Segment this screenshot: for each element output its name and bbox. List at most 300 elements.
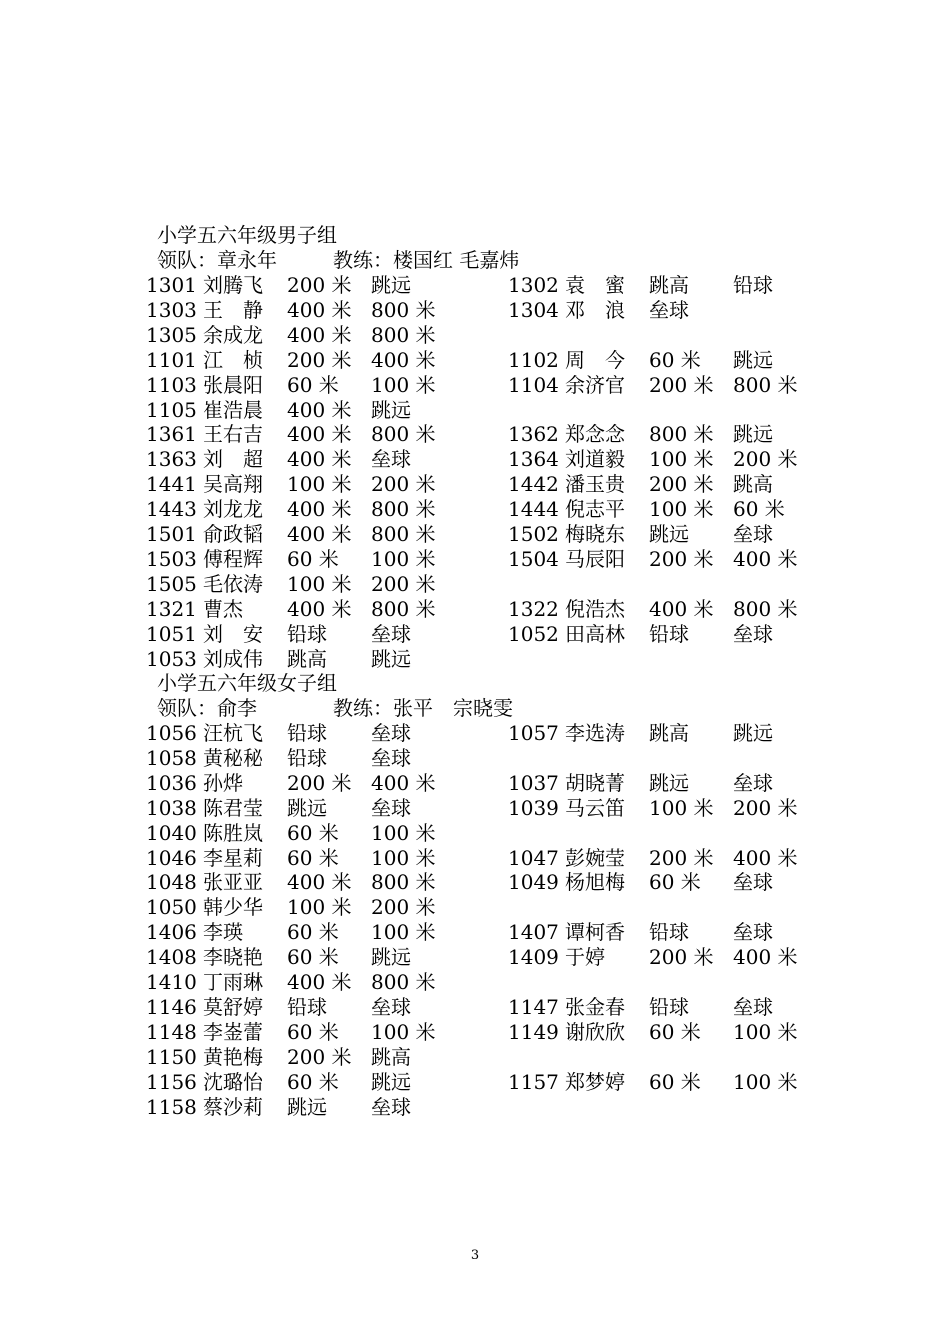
event-1: 200 米 <box>649 845 714 870</box>
athlete-entry <box>146 895 506 920</box>
athlete-id: 1443 <box>146 497 197 522</box>
athlete-name: 丁雨琳 <box>203 970 263 994</box>
athlete-id: 1321 <box>146 596 197 621</box>
event-2: 800 米 <box>371 596 436 621</box>
athlete-entry <box>146 298 506 323</box>
roster-row <box>0 1070 950 1095</box>
athlete-id: 1102 <box>508 347 559 372</box>
athlete-id: 1407 <box>508 920 559 945</box>
athlete-entry <box>146 995 506 1020</box>
athlete-entry <box>508 497 868 522</box>
team-coach: 教练：楼国红 毛嘉炜 <box>333 248 520 272</box>
event-1: 60 米 <box>287 945 339 970</box>
group-header <box>157 671 513 721</box>
athlete-id: 1147 <box>508 994 559 1019</box>
athlete-name: 刘腾飞 <box>203 273 263 297</box>
athlete-id: 1047 <box>508 845 559 870</box>
event-1: 400 米 <box>287 497 352 522</box>
athlete-id: 1146 <box>146 994 197 1019</box>
athlete-id: 1156 <box>146 1069 197 1094</box>
athlete-id: 1052 <box>508 621 559 646</box>
event-2: 垒球 <box>733 621 773 646</box>
athlete-name: 胡晓菁 <box>565 770 625 795</box>
athlete-entry <box>146 796 506 821</box>
athlete-name: 李选涛 <box>565 721 625 745</box>
event-1: 60 米 <box>287 1069 339 1094</box>
athlete-name: 杨旭梅 <box>565 870 625 895</box>
event-2: 800 米 <box>371 322 436 347</box>
event-2: 垒球 <box>371 795 411 820</box>
event-2: 400 米 <box>733 945 798 970</box>
roster-row <box>0 647 950 672</box>
event-1: 跳远 <box>287 1094 327 1119</box>
athlete-id: 1057 <box>508 721 559 745</box>
athlete-id: 1101 <box>146 347 197 372</box>
athlete-entry <box>508 771 868 796</box>
event-2: 800 米 <box>371 297 436 322</box>
event-1: 跳高 <box>649 721 689 745</box>
athlete-id: 1303 <box>146 297 197 322</box>
athlete-id: 1363 <box>146 447 197 472</box>
athlete-entry <box>508 796 868 821</box>
event-2: 200 米 <box>733 447 798 472</box>
athlete-id: 1441 <box>146 472 197 497</box>
athlete-entry <box>146 597 506 622</box>
athlete-name: 莫舒婷 <box>203 994 263 1019</box>
athlete-id: 1046 <box>146 845 197 870</box>
event-1: 800 米 <box>649 422 714 447</box>
event-2: 400 米 <box>371 770 436 795</box>
athlete-name: 吴高翔 <box>203 472 263 497</box>
athlete-name: 郑念念 <box>565 422 625 447</box>
athlete-id: 1504 <box>508 546 559 571</box>
roster-row <box>0 472 950 497</box>
event-2: 跳远 <box>371 273 411 297</box>
athlete-id: 1322 <box>508 596 559 621</box>
roster-row <box>0 796 950 821</box>
page-number: 3 <box>470 1248 480 1263</box>
athlete-id: 1053 <box>146 646 197 671</box>
event-1: 铅球 <box>649 621 689 646</box>
roster-row <box>0 422 950 447</box>
athlete-name: 余成龙 <box>203 322 263 347</box>
athlete-id: 1505 <box>146 571 197 596</box>
event-2: 400 米 <box>733 546 798 571</box>
athlete-id: 1039 <box>508 795 559 820</box>
athlete-name: 马云笛 <box>565 795 625 820</box>
athlete-id: 1051 <box>146 621 197 646</box>
athlete-id: 1302 <box>508 273 559 297</box>
athlete-id: 1037 <box>508 770 559 795</box>
athlete-entry <box>146 472 506 497</box>
athlete-id: 1409 <box>508 945 559 970</box>
athlete-id: 1038 <box>146 795 197 820</box>
event-2: 垒球 <box>733 994 773 1019</box>
athlete-name: 王右吉 <box>203 422 263 447</box>
athlete-id: 1036 <box>146 770 197 795</box>
event-1: 400 米 <box>287 397 352 422</box>
athlete-entry <box>146 945 506 970</box>
athlete-id: 1362 <box>508 422 559 447</box>
event-2: 60 米 <box>733 497 785 522</box>
athlete-entry <box>146 572 506 597</box>
event-1: 60 米 <box>287 372 339 397</box>
event-1: 60 米 <box>287 546 339 571</box>
roster-row <box>0 995 950 1020</box>
event-1: 200 米 <box>287 770 352 795</box>
athlete-name: 韩少华 <box>203 895 263 920</box>
event-2: 垒球 <box>371 745 411 770</box>
group-header <box>157 223 520 273</box>
roster-row <box>0 547 950 572</box>
event-2: 800 米 <box>371 422 436 447</box>
athlete-entry <box>146 846 506 871</box>
event-2: 400 米 <box>733 845 798 870</box>
event-2: 800 米 <box>371 970 436 994</box>
event-2: 100 米 <box>371 546 436 571</box>
athlete-entry <box>146 1045 506 1070</box>
event-1: 跳远 <box>649 522 689 546</box>
event-2: 垒球 <box>733 870 773 895</box>
event-1: 100 米 <box>287 571 352 596</box>
athlete-id: 1103 <box>146 372 197 397</box>
roster-row <box>0 398 950 423</box>
event-1: 100 米 <box>649 795 714 820</box>
roster-row <box>0 298 950 323</box>
event-2: 800 米 <box>371 870 436 895</box>
athlete-name: 倪浩杰 <box>565 596 625 621</box>
event-2: 垒球 <box>371 621 411 646</box>
event-2: 100 米 <box>733 1069 798 1094</box>
athlete-id: 1058 <box>146 745 197 770</box>
event-1: 60 米 <box>649 347 701 372</box>
athlete-entry <box>508 721 868 746</box>
event-2: 200 米 <box>371 472 436 497</box>
athlete-entry <box>508 1070 868 1095</box>
athlete-name: 倪志平 <box>565 497 625 522</box>
athlete-id: 1301 <box>146 273 197 297</box>
athlete-name: 黄艳梅 <box>203 1044 263 1069</box>
athlete-name: 孙烨 <box>203 770 243 795</box>
event-1: 200 米 <box>287 1044 352 1069</box>
athlete-name: 郑梦婷 <box>565 1069 625 1094</box>
event-1: 400 米 <box>287 322 352 347</box>
athlete-name: 黄秘秘 <box>203 745 263 770</box>
athlete-name: 崔浩晨 <box>203 397 263 422</box>
roster-row <box>0 622 950 647</box>
roster-row <box>0 572 950 597</box>
event-1: 400 米 <box>287 422 352 447</box>
roster-row <box>0 447 950 472</box>
event-1: 60 米 <box>649 1019 701 1044</box>
athlete-entry <box>508 920 868 945</box>
athlete-name: 俞政韬 <box>203 522 263 546</box>
roster-row <box>0 373 950 398</box>
roster-row <box>0 771 950 796</box>
event-2: 垒球 <box>371 447 411 472</box>
group-title: 小学五六年级男子组 <box>157 223 337 247</box>
event-2: 跳远 <box>733 347 773 372</box>
athlete-name: 刘 安 <box>203 621 263 646</box>
athlete-name: 陈胜岚 <box>203 820 263 845</box>
athlete-entry <box>146 547 506 572</box>
athlete-id: 1049 <box>508 870 559 895</box>
athlete-id: 1040 <box>146 820 197 845</box>
athlete-name: 毛依涛 <box>203 571 263 596</box>
event-2: 100 米 <box>733 1019 798 1044</box>
athlete-entry <box>146 821 506 846</box>
athlete-entry <box>508 273 868 298</box>
event-1: 铅球 <box>287 721 327 745</box>
event-2: 跳远 <box>371 1069 411 1094</box>
athlete-name: 张金春 <box>565 994 625 1019</box>
event-2: 100 米 <box>371 920 436 945</box>
event-2: 跳高 <box>371 1044 411 1069</box>
event-2: 100 米 <box>371 372 436 397</box>
athlete-id: 1305 <box>146 322 197 347</box>
athlete-name: 周 今 <box>565 347 625 372</box>
athlete-entry <box>146 447 506 472</box>
athlete-entry <box>146 920 506 945</box>
event-1: 垒球 <box>649 297 689 322</box>
athlete-name: 李瑛 <box>203 920 243 945</box>
athlete-entry <box>508 597 868 622</box>
event-1: 200 米 <box>649 472 714 497</box>
event-1: 60 米 <box>649 870 701 895</box>
athlete-id: 1149 <box>508 1019 559 1044</box>
roster-row <box>0 895 950 920</box>
athlete-name: 沈璐怡 <box>203 1069 263 1094</box>
event-2: 800 米 <box>733 596 798 621</box>
athlete-name: 汪杭飞 <box>203 721 263 745</box>
athlete-entry <box>146 870 506 895</box>
team-coach: 教练：张平 宗晓雯 <box>333 696 513 720</box>
event-2: 垒球 <box>733 522 773 546</box>
roster-row <box>0 497 950 522</box>
athlete-id: 1056 <box>146 721 197 745</box>
athlete-id: 1444 <box>508 497 559 522</box>
event-1: 60 米 <box>649 1069 701 1094</box>
event-1: 铅球 <box>287 621 327 646</box>
event-2: 200 米 <box>371 895 436 920</box>
event-1: 100 米 <box>287 472 352 497</box>
roster-row <box>0 920 950 945</box>
athlete-id: 1442 <box>508 472 559 497</box>
athlete-entry <box>146 522 506 547</box>
athlete-name: 梅晓东 <box>565 522 625 546</box>
athlete-name: 王 静 <box>203 297 263 322</box>
athlete-entry <box>146 1095 506 1120</box>
athlete-name: 张晨阳 <box>203 372 263 397</box>
athlete-entry <box>508 472 868 497</box>
event-1: 400 米 <box>287 447 352 472</box>
athlete-entry <box>146 771 506 796</box>
athlete-id: 1104 <box>508 372 559 397</box>
event-2: 铅球 <box>733 273 773 297</box>
athlete-name: 刘 超 <box>203 447 263 472</box>
athlete-entry <box>146 622 506 647</box>
athlete-id: 1364 <box>508 447 559 472</box>
event-2: 跳远 <box>371 397 411 422</box>
athlete-entry <box>146 970 506 995</box>
athlete-entry <box>508 373 868 398</box>
athlete-entry <box>146 422 506 447</box>
event-1: 400 米 <box>287 297 352 322</box>
event-2: 垒球 <box>733 770 773 795</box>
athlete-name: 刘道毅 <box>565 447 625 472</box>
group-title: 小学五六年级女子组 <box>157 671 337 695</box>
event-1: 100 米 <box>649 497 714 522</box>
athlete-entry <box>146 721 506 746</box>
event-1: 200 米 <box>649 945 714 970</box>
athlete-id: 1502 <box>508 522 559 546</box>
athlete-id: 1503 <box>146 546 197 571</box>
athlete-name: 谢欣欣 <box>565 1019 625 1044</box>
event-2: 跳远 <box>733 422 773 447</box>
athlete-entry <box>508 447 868 472</box>
athlete-id: 1048 <box>146 870 197 895</box>
event-1: 60 米 <box>287 845 339 870</box>
athlete-entry <box>146 398 506 423</box>
event-1: 跳远 <box>649 770 689 795</box>
group-staff <box>157 696 513 721</box>
event-1: 跳远 <box>287 795 327 820</box>
event-1: 跳高 <box>649 273 689 297</box>
athlete-entry <box>146 273 506 298</box>
athlete-entry <box>146 497 506 522</box>
roster-row <box>0 821 950 846</box>
athlete-name: 彭婉莹 <box>565 845 625 870</box>
athlete-name: 李晓艳 <box>203 945 263 970</box>
event-1: 100 米 <box>649 447 714 472</box>
event-2: 跳远 <box>371 646 411 671</box>
event-2: 跳远 <box>733 721 773 745</box>
athlete-entry <box>146 1070 506 1095</box>
event-1: 铅球 <box>649 920 689 945</box>
team-leader: 领队：俞李 <box>157 696 257 720</box>
athlete-id: 1304 <box>508 297 559 322</box>
athlete-entry <box>508 547 868 572</box>
event-2: 800 米 <box>733 372 798 397</box>
athlete-id: 1501 <box>146 522 197 546</box>
event-1: 60 米 <box>287 820 339 845</box>
athlete-name: 于婷 <box>565 945 605 970</box>
event-2: 100 米 <box>371 1019 436 1044</box>
athlete-name: 邓 浪 <box>565 297 625 322</box>
athlete-name: 袁 蜜 <box>565 273 625 297</box>
athlete-entry <box>508 846 868 871</box>
event-1: 400 米 <box>287 970 352 994</box>
athlete-entry <box>146 348 506 373</box>
athlete-name: 傅程辉 <box>203 546 263 571</box>
roster-row <box>0 348 950 373</box>
event-2: 跳高 <box>733 472 773 497</box>
event-1: 400 米 <box>287 522 352 546</box>
group-staff <box>157 248 520 273</box>
event-2: 垒球 <box>733 920 773 945</box>
roster-row <box>0 746 950 771</box>
event-1: 400 米 <box>287 596 352 621</box>
athlete-entry <box>508 522 868 547</box>
athlete-entry <box>146 647 506 672</box>
athlete-id: 1408 <box>146 945 197 970</box>
athlete-id: 1361 <box>146 422 197 447</box>
athlete-name: 余济官 <box>565 372 625 397</box>
event-1: 200 米 <box>649 372 714 397</box>
athlete-name: 江 桢 <box>203 347 263 372</box>
roster-row <box>0 597 950 622</box>
event-2: 800 米 <box>371 497 436 522</box>
athlete-entry <box>508 348 868 373</box>
athlete-id: 1410 <box>146 970 197 994</box>
athlete-name: 蔡沙莉 <box>203 1094 263 1119</box>
athlete-name: 张亚亚 <box>203 870 263 895</box>
athlete-id: 1148 <box>146 1019 197 1044</box>
roster-row <box>0 945 950 970</box>
athlete-entry <box>508 298 868 323</box>
event-1: 60 米 <box>287 1019 339 1044</box>
athlete-id: 1050 <box>146 895 197 920</box>
event-2: 100 米 <box>371 820 436 845</box>
roster-row <box>0 1045 950 1070</box>
event-2: 100 米 <box>371 845 436 870</box>
event-2: 800 米 <box>371 522 436 546</box>
athlete-id: 1105 <box>146 397 197 422</box>
roster-row <box>0 870 950 895</box>
athlete-entry <box>508 870 868 895</box>
athlete-entry <box>508 622 868 647</box>
event-1: 400 米 <box>649 596 714 621</box>
athlete-name: 曹杰 <box>203 596 243 621</box>
event-2: 跳远 <box>371 945 411 970</box>
event-2: 200 米 <box>733 795 798 820</box>
event-1: 跳高 <box>287 646 327 671</box>
athlete-id: 1406 <box>146 920 197 945</box>
athlete-name: 刘成伟 <box>203 646 263 671</box>
athlete-id: 1150 <box>146 1044 197 1069</box>
event-1: 400 米 <box>287 870 352 895</box>
athlete-entry <box>146 1020 506 1045</box>
roster-row <box>0 970 950 995</box>
roster-row <box>0 721 950 746</box>
event-1: 60 米 <box>287 920 339 945</box>
athlete-name: 田高林 <box>565 621 625 646</box>
event-1: 200 米 <box>649 546 714 571</box>
event-2: 200 米 <box>371 571 436 596</box>
athlete-id: 1158 <box>146 1094 197 1119</box>
event-1: 200 米 <box>287 347 352 372</box>
athlete-name: 潘玉贵 <box>565 472 625 497</box>
event-1: 铅球 <box>287 745 327 770</box>
roster-row <box>0 1095 950 1120</box>
athlete-name: 谭柯香 <box>565 920 625 945</box>
athlete-entry <box>508 422 868 447</box>
athlete-name: 李崟蕾 <box>203 1019 263 1044</box>
athlete-entry <box>146 373 506 398</box>
athlete-name: 李星莉 <box>203 845 263 870</box>
athlete-id: 1157 <box>508 1069 559 1094</box>
athlete-name: 马辰阳 <box>565 546 625 571</box>
roster-row <box>0 273 950 298</box>
event-1: 200 米 <box>287 273 352 297</box>
roster-row <box>0 522 950 547</box>
athlete-entry <box>146 746 506 771</box>
athlete-name: 刘龙龙 <box>203 497 263 522</box>
event-1: 100 米 <box>287 895 352 920</box>
event-2: 垒球 <box>371 994 411 1019</box>
event-2: 垒球 <box>371 1094 411 1119</box>
roster-row <box>0 323 950 348</box>
